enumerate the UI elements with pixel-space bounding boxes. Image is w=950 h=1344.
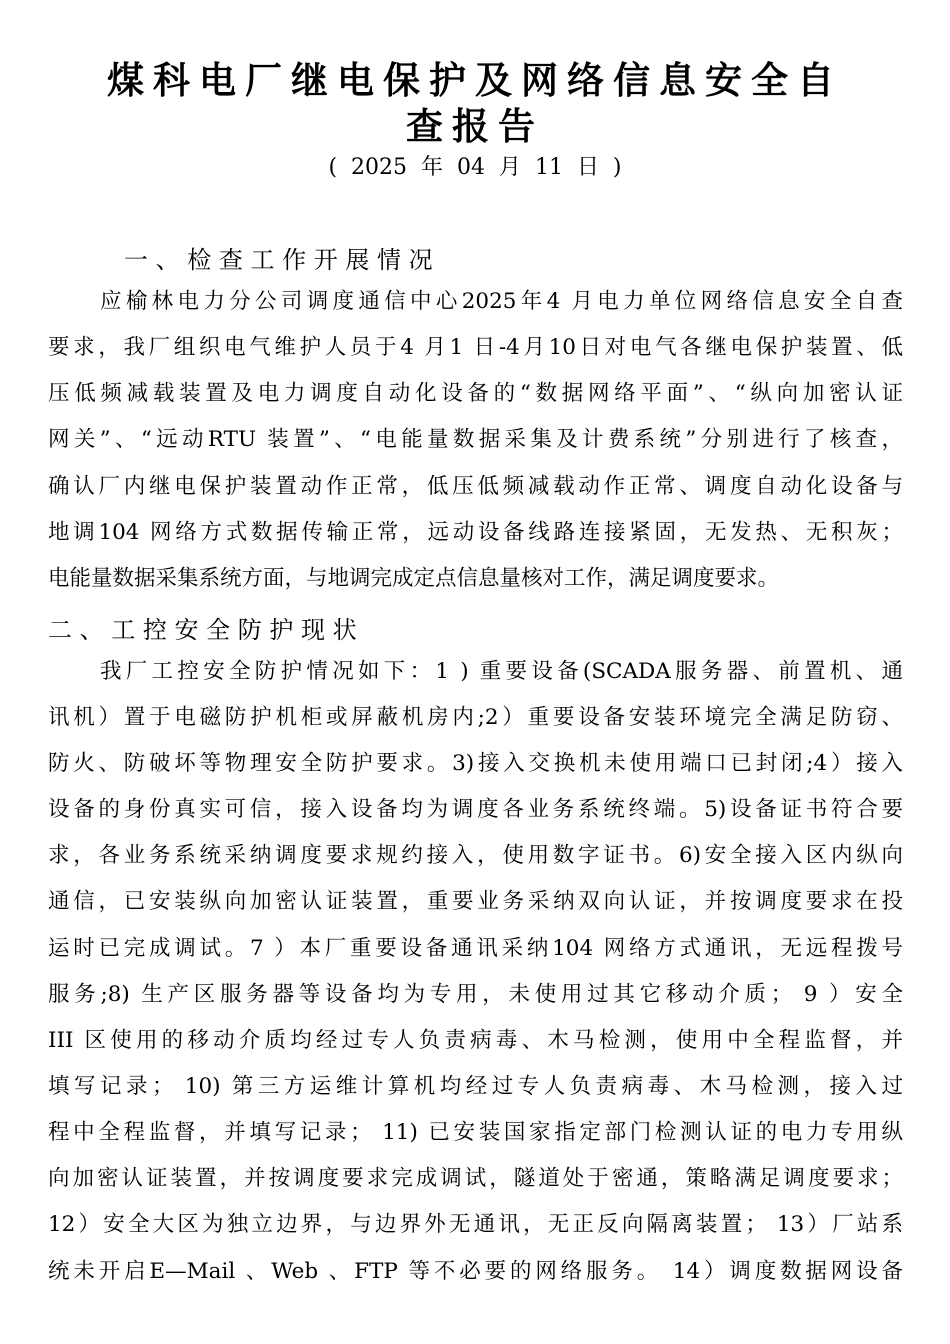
paragraph-line: 我厂工控安全防护情况如下：1 ) 重要设备(SCADA服务器、前置机、通 — [100, 659, 903, 684]
paragraph-line: 服务;8) 生产区服务器等设备均为专用，未使用过其它移动介质； 9 ）安全 — [48, 982, 903, 1007]
paragraph-line: 电能量数据采集系统方面，与地调完成定点信息量核对工作，满足调度要求。 — [48, 566, 780, 591]
paragraph-line: 确认厂内继电保护装置动作正常，低压低频减载动作正常、调度自动化设备与 — [48, 474, 903, 499]
paragraph-line: 程中全程监督，并填写记录； 11) 已安装国家指定部门检测认证的电力专用纵 — [48, 1120, 903, 1145]
section-2-heading: 二 、 工 控 安 全 防 护 现 状 — [48, 616, 357, 644]
document-title-line-2: 查报告 — [406, 105, 544, 148]
paragraph-line: 求，各业务系统采纳调度要求规约接入，使用数字证书。6)安全接入区内纵向 — [48, 843, 903, 868]
paragraph-line: 压低频减载装置及电力调度自动化设备的“数据网络平面”、“纵向加密认证 — [48, 381, 903, 406]
paragraph-line: 要求，我厂组织电气维护人员于4 月1 日-4月10日对电气各继电保护装置、低 — [48, 335, 903, 360]
document-title-line-1: 煤科电厂继电保护及网络信息安全自 — [107, 59, 843, 102]
paragraph-line: 设备的身份真实可信，接入设备均为调度各业务系统终端。5)设备证书符合要 — [48, 797, 903, 822]
paragraph-line: 统未开启E—Mail 、Web 、FTP 等不必要的网络服务。 14）调度数据网设备 — [48, 1259, 903, 1284]
report-date: ( 2025 年 04 月 11 日 ) — [328, 155, 622, 180]
paragraph-line: 填写记录； 10) 第三方运维计算机均经过专人负责病毒、木马检测，接入过 — [48, 1074, 903, 1099]
paragraph-line: 向加密认证装置，并按调度要求完成调试，隧道处于密通，策略满足调度要求； — [48, 1166, 903, 1191]
paragraph-line: 运时已完成调试。7 ）本厂重要设备通讯采纳104 网络方式通讯，无远程拨号 — [48, 936, 903, 961]
paragraph-line: 通信，已安装纵向加密认证装置，重要业务采纳双向认证，并按调度要求在投 — [48, 889, 903, 914]
paragraph-line: 应榆林电力分公司调度通信中心2025年4 月电力单位网络信息安全自查 — [100, 289, 903, 314]
paragraph-line: III 区使用的移动介质均经过专人负责病毒、木马检测，使用中全程监督，并 — [48, 1028, 903, 1053]
paragraph-line: 12）安全大区为独立边界，与边界外无通讯，无正反向隔离装置； 13）厂站系 — [48, 1212, 903, 1237]
paragraph-line: 讯机）置于电磁防护机柜或屏蔽机房内;2）重要设备安装环境完全满足防窃、 — [48, 705, 903, 730]
paragraph-line: 地调104 网络方式数据传输正常，远动设备线路连接紧固，无发热、无积灰； — [48, 520, 903, 545]
paragraph-line: 防火、防破坏等物理安全防护要求。3)接入交换机未使用端口已封闭;4）接入 — [48, 751, 903, 776]
paragraph-line: 网关”、“远动RTU 装置”、“电能量数据采集及计费系统”分别进行了核查， — [48, 427, 903, 452]
section-1-heading: 一 、 检 查 工 作 开 展 情 况 — [124, 246, 433, 274]
